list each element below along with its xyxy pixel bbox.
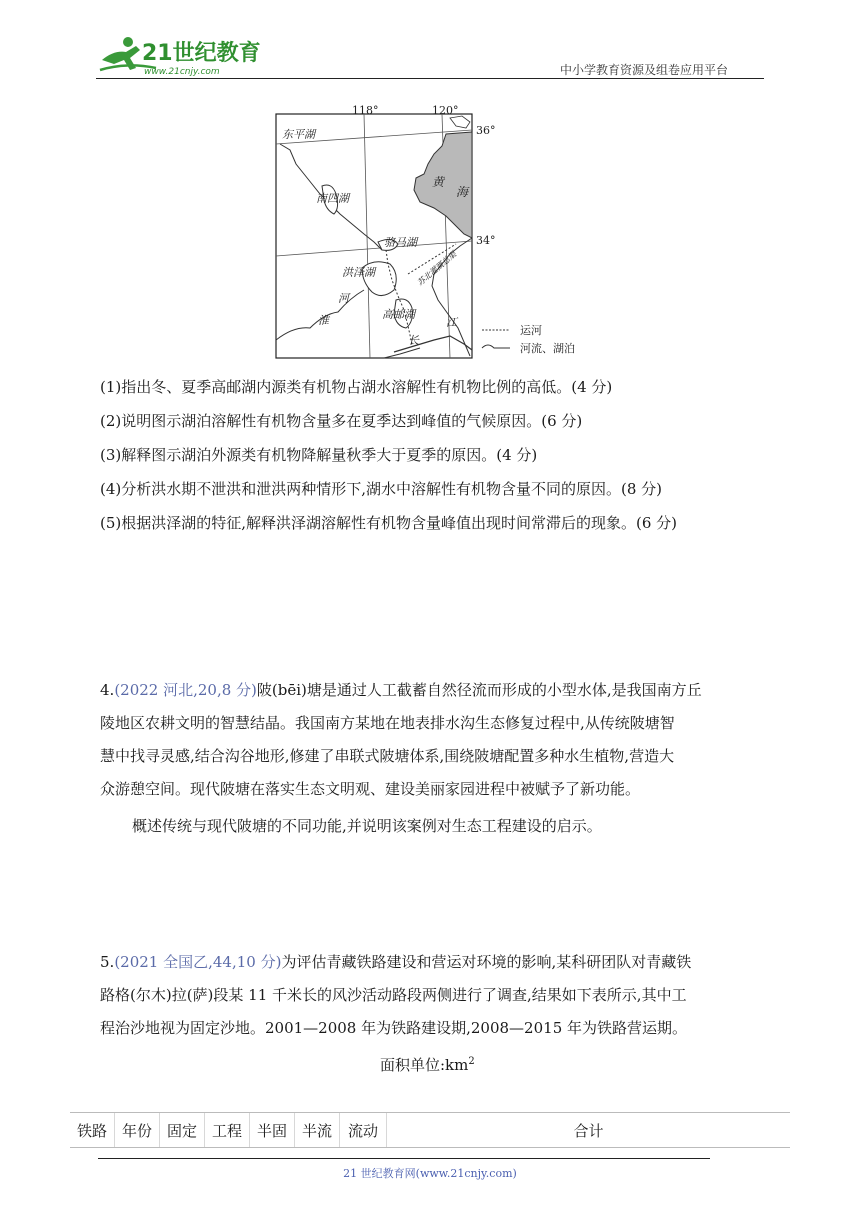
q4-line: 慧中找寻灵感,结合沟谷地形,修建了串联式陂塘体系,围绕陂塘配置多种水生植物,营造大 — [100, 747, 675, 765]
footer-divider — [98, 1158, 710, 1159]
q4-task: 概述传统与现代陂塘的不同功能,并说明该案例对生态工程建设的启示。 — [132, 817, 602, 835]
q5-line: 5.(2021 全国乙,44,10 分)为评估青藏铁路建设和营运对环境的影响,某科研团队对青藏铁 — [100, 953, 692, 971]
site-logo — [96, 34, 266, 80]
logo-url-text: www.21cnjy.com — [144, 67, 220, 77]
huang-char-label: 黄 — [432, 175, 445, 189]
chang-char-label: 长 — [408, 334, 419, 347]
runner-logo-icon — [96, 34, 266, 80]
huai-char-label: 淮 — [318, 314, 329, 327]
table-header-cell: 固定 — [160, 1113, 205, 1147]
header-platform-text: 中小学教育资源及组卷应用平台 — [560, 63, 729, 77]
q5-line: 程治沙地视为固定沙地。2001—2008 年为铁路建设期,2008—2015 年为铁路营运期。 — [100, 1019, 688, 1037]
q4-line: 众游憩空间。现代陂塘在落实生态文明观、建设美丽家园进程中被赋予了新功能。 — [100, 780, 641, 798]
lat-34-label: 34° — [476, 234, 496, 247]
data-table-header-row — [70, 1112, 790, 1148]
logo-main-text: 21世纪教育 — [142, 41, 261, 66]
luoma-lake-label: 骆马湖 — [384, 236, 417, 249]
question-item: (5)根据洪泽湖的特征,解释洪泽湖溶解性有机物含量峰值出现时间常滞后的现象。(6 分) — [100, 514, 678, 532]
lake-map — [274, 104, 614, 366]
q5-number: 5. — [100, 953, 115, 971]
q5-source: (2021 全国乙,44,10 分) — [114, 953, 282, 971]
table-header-cell: 流动 — [340, 1113, 387, 1147]
q4-source: (2022 河北,20,8 分) — [114, 681, 257, 699]
hai-char-label: 海 — [456, 185, 469, 199]
table-header-cell: 半固 — [250, 1113, 295, 1147]
he-char-label: 河 — [338, 292, 349, 305]
lon-118-label: 118° — [352, 104, 379, 117]
dongping-lake-label: 东平湖 — [282, 128, 315, 141]
jiang-char-label: 江 — [446, 316, 457, 329]
canal-legend-label: 运河 — [520, 324, 542, 337]
q5-line: 路格(尔木)拉(萨)段某 11 千米长的风沙活动路段两侧进行了调查,结果如下表所示,其中工 — [100, 986, 687, 1004]
canal-name-label: 苏北灌溉总渠 — [415, 249, 459, 288]
q4-number: 4. — [100, 681, 115, 699]
q4-line: 4.(2022 河北,20,8 分)陂(bēi)塘是通过人工截蓄自然径流而形成的小型水体,是我国南方丘 — [100, 681, 702, 699]
question-item: (3)解释图示湖泊外源类有机物降解量秋季大于夏季的原因。(4 分) — [100, 446, 538, 464]
nansi-lake-label: 南四湖 — [316, 192, 349, 205]
lat-36-label: 36° — [476, 124, 496, 137]
table-header-cell: 年份 — [115, 1113, 160, 1147]
table-header-cell: 半流 — [295, 1113, 340, 1147]
q4-line: 陵地区农耕文明的智慧结晶。我国南方某地在地表排水沟生态修复过程中,从传统陂塘智 — [100, 714, 675, 732]
hongze-lake-label: 洪泽湖 — [342, 266, 375, 279]
question-item: (4)分析洪水期不泄洪和泄洪两种情形下,湖水中溶解性有机物含量不同的原因。(8 分) — [100, 480, 663, 498]
footer-text: 21 世纪教育网(www.21cnjy.com) — [343, 1167, 517, 1180]
gaoyou-lake-label: 高邮湖 — [382, 308, 415, 321]
header-divider — [96, 78, 764, 79]
question-item: (1)指出冬、夏季高邮湖内源类有机物占湖水溶解性有机物比例的高低。(4 分) — [100, 378, 613, 396]
river-legend-label: 河流、湖泊 — [520, 342, 575, 355]
lon-120-label: 120° — [432, 104, 459, 117]
table-header-cell: 合计 — [573, 1121, 604, 1140]
table-header-cell: 工程 — [205, 1113, 250, 1147]
river-legend-symbol — [482, 345, 510, 348]
table-unit-caption: 面积单位$:km^2$ — [380, 1056, 475, 1074]
question-item: (2)说明图示湖泊溶解性有机物含量多在夏季达到峰值的气候原因。(6 分) — [100, 412, 583, 430]
table-header-cell: 铁路 — [70, 1113, 115, 1147]
